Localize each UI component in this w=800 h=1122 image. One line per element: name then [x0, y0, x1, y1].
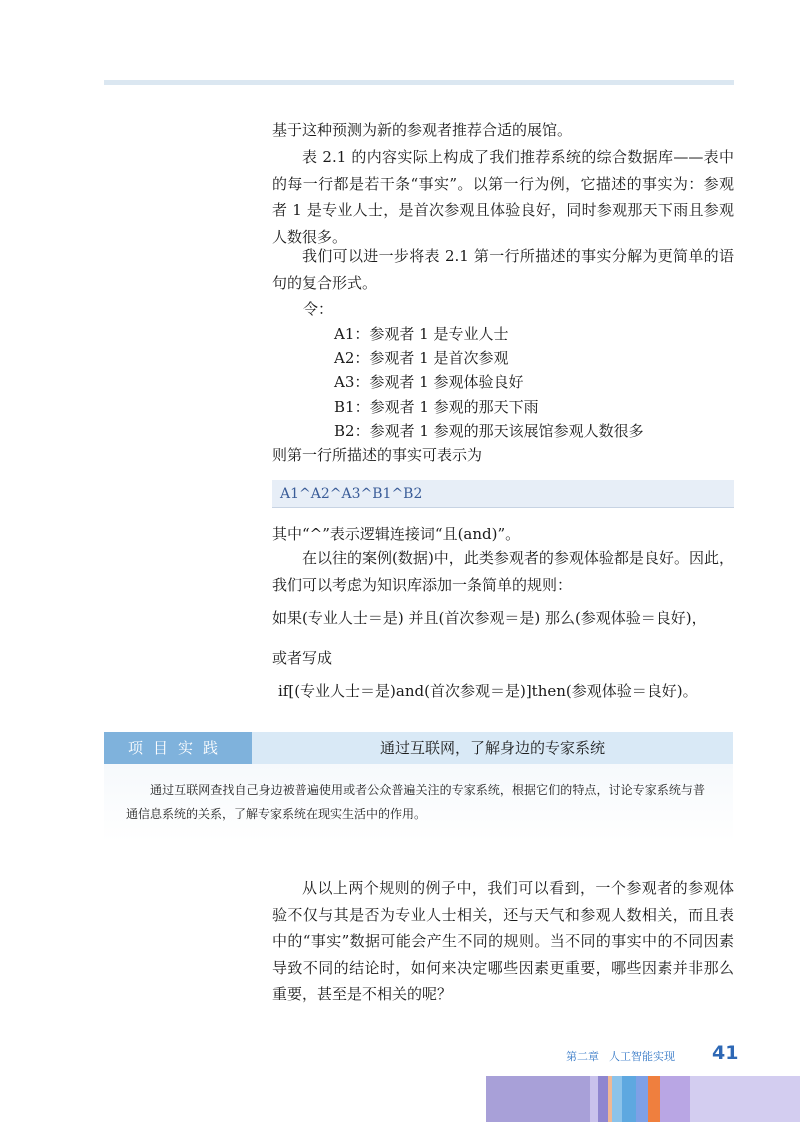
project-tag: 项目实践	[104, 732, 252, 764]
fact-b1: B1：参观者 1 参观的那天下雨	[334, 398, 539, 416]
fact-a2: A2：参观者 1 是首次参观	[334, 349, 509, 367]
paragraph-2: 表 2.1 的内容实际上构成了我们推荐系统的综合数据库——表中的每一行都是若干条“事实”。以第一行为例，它描述的事实为：参观者 1 是专业人士，是首次参观且体验良好，同时参观那天下雨且参观人数很多。	[272, 148, 734, 246]
footer-chapter	[566, 1048, 675, 1064]
fact-b2: B2：参观者 1 参观的那天该展馆参观人数很多	[334, 422, 644, 440]
decorative-stripes	[486, 1076, 800, 1122]
paragraph-8: 从以上两个规则的例子中，我们可以看到，一个参观者的参观体验不仅与其是否为专业人士相关，还与天气和参观人数相关，而且表中的“事实”数据可能会产生不同的规则。当不同的事实中的不同因素导致不同的结论时，如何来决定哪些因素更重要，哪些因素并非那么重要，甚至是不相关的呢？	[272, 879, 734, 1003]
paragraph-4: 则第一行所描述的事实可表示为	[272, 446, 483, 464]
project-header	[104, 732, 733, 764]
fact-a3: A3：参观者 1 参观体验良好	[334, 373, 524, 391]
page-number: 41	[712, 1042, 739, 1064]
paragraph-5: 其中“^”表示逻辑连接词“且(and)”。	[272, 525, 521, 543]
paragraph-6: 在以往的案例(数据)中，此类参观者的参观体验都是良好。因此，我们可以考虑为知识库添加一条简单的规则：	[272, 549, 734, 594]
paragraph-3: 我们可以进一步将表 2.1 第一行所描述的事实分解为更简单的语句的复合形式。	[272, 247, 734, 292]
project-title: 通过互联网，了解身边的专家系统	[252, 732, 733, 764]
project-body	[104, 764, 733, 842]
top-rule	[104, 80, 734, 85]
chapter-number: 第二章	[566, 1050, 599, 1063]
formula: A1^A2^A3^B1^B2	[280, 486, 423, 502]
paragraph-1: 基于这种预测为新的参观者推荐合适的展馆。	[272, 121, 573, 139]
fact-a1: A1：参观者 1 是专业人士	[334, 325, 509, 343]
project-text: 通过互联网查找自己身边被普遍使用或者公众普遍关注的专家系统，根据它们的特点，讨论专家系统与普通信息系统的关系，了解专家系统在现实生活中的作用。	[126, 783, 705, 821]
formula-box	[272, 480, 734, 508]
let-label: 令：	[303, 300, 334, 318]
rule-1: 如果(专业人士＝是) 并且(首次参观＝是) 那么(参观体验＝良好)，	[272, 609, 707, 627]
paragraph-7: 或者写成	[272, 649, 333, 667]
rule-2: if[(专业人士＝是)and(首次参观＝是)]then(参观体验＝良好)。	[278, 682, 698, 700]
chapter-title: 人工智能实现	[609, 1050, 675, 1063]
